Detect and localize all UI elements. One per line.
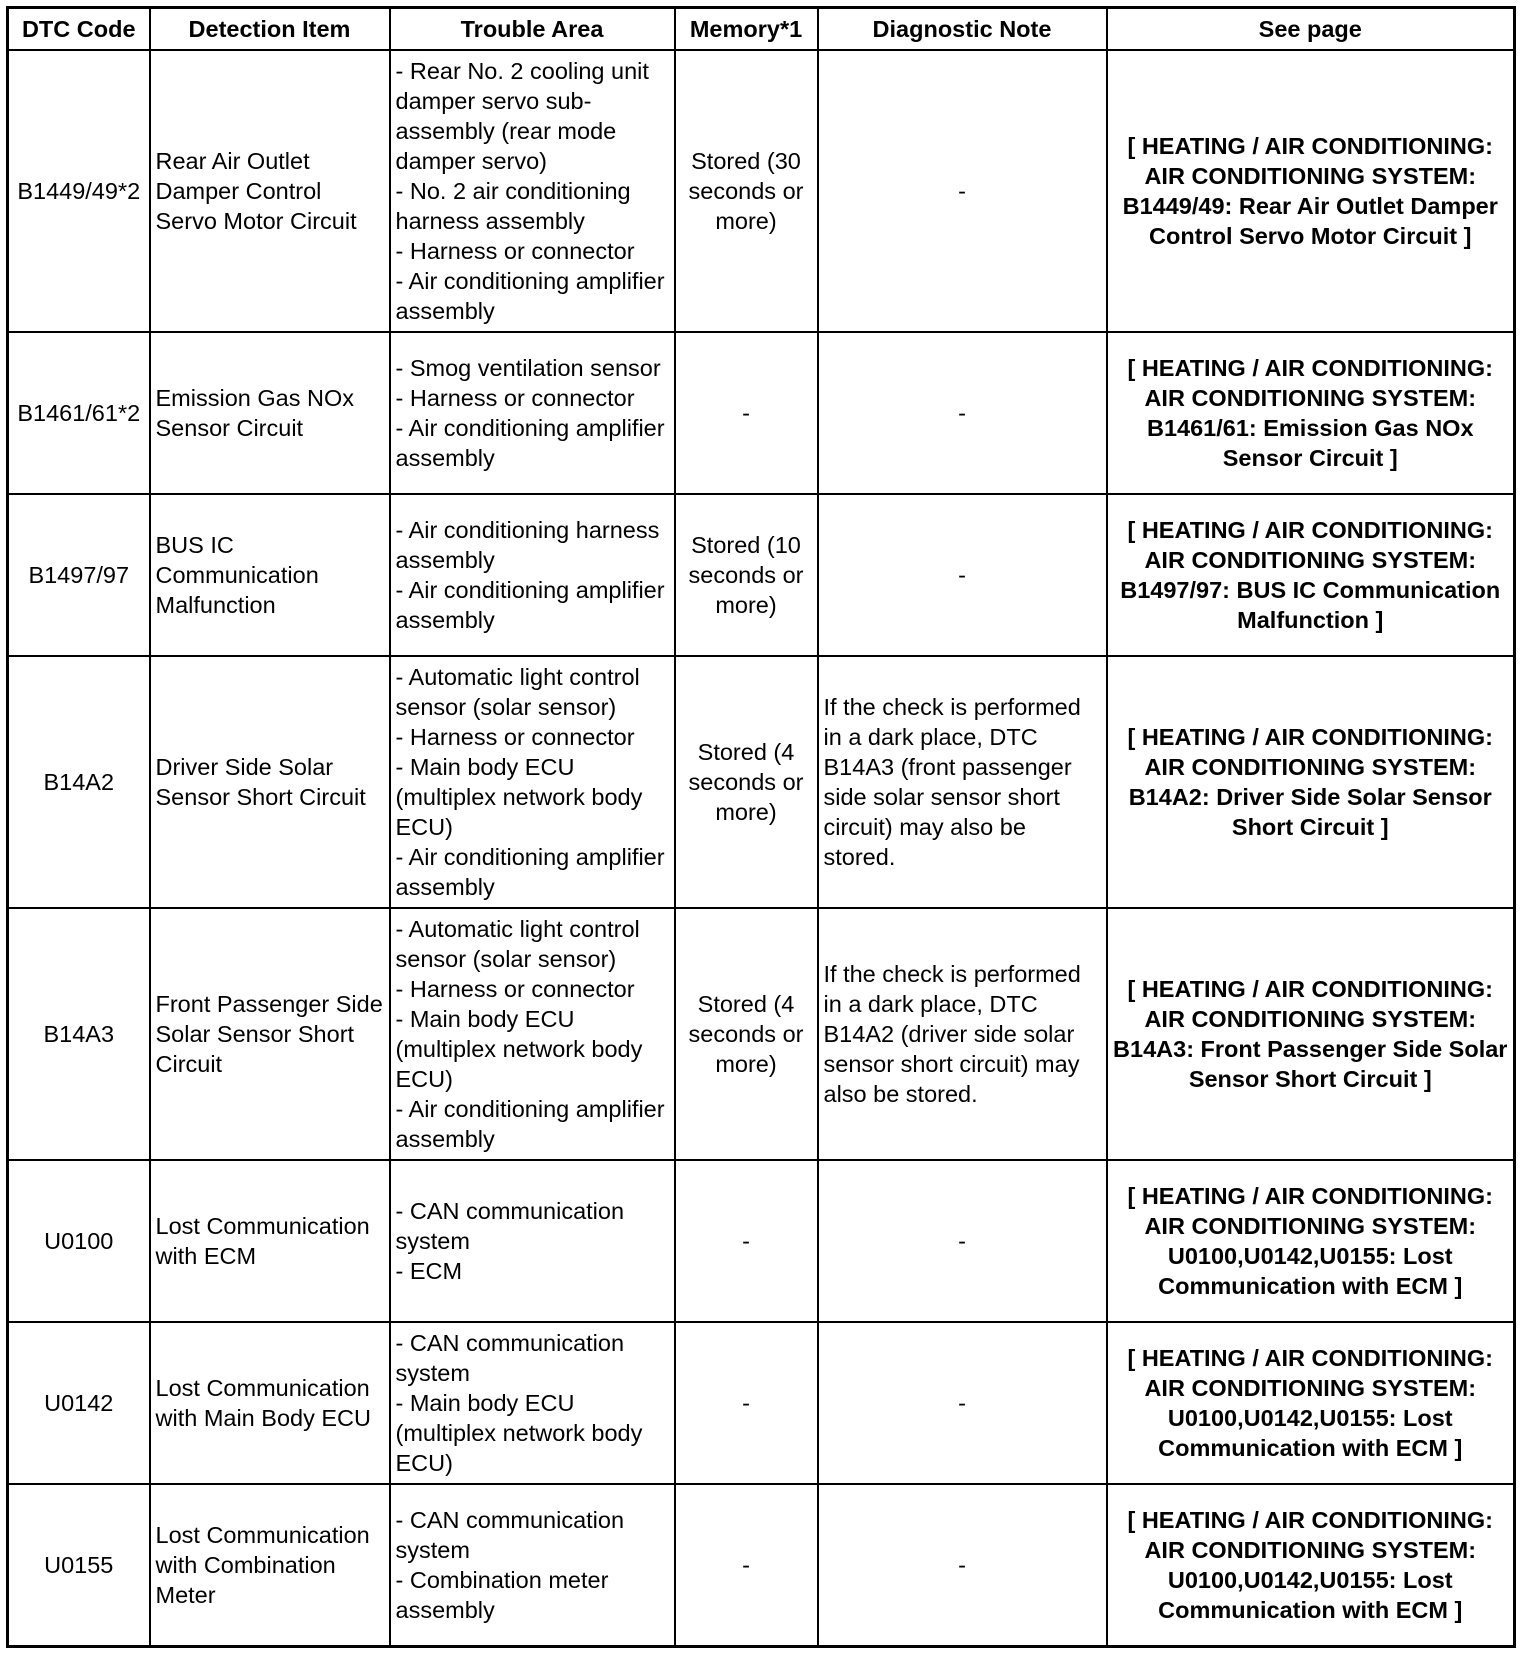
dtc-code: U0100 bbox=[8, 1160, 150, 1322]
diagnostic-note: If the check is performed in a dark place, DTC B14A3 (front passenger side solar sensor short circuit) may also be stored. bbox=[818, 656, 1107, 908]
memory-status: Stored (4 seconds or more) bbox=[675, 656, 818, 908]
trouble-area-line: - Automatic light control sensor (solar sensor) bbox=[395, 664, 640, 720]
trouble-area-line: - Air conditioning amplifier assembly bbox=[395, 844, 665, 900]
trouble-area bbox=[390, 1160, 675, 1322]
see-page-reference: [ HEATING / AIR CONDITIONING: AIR CONDITIONING SYSTEM: U0100,U0142,U0155: Lost Communication with ECM ] bbox=[1107, 1160, 1515, 1322]
detection-item: Rear Air Outlet Damper Control Servo Motor Circuit bbox=[150, 50, 390, 332]
see-page-reference: [ HEATING / AIR CONDITIONING: AIR CONDITIONING SYSTEM: B14A2: Driver Side Solar Sensor Short Circuit ] bbox=[1107, 656, 1515, 908]
detection-item: Driver Side Solar Sensor Short Circuit bbox=[150, 656, 390, 908]
dtc-code: B1461/61*2 bbox=[8, 332, 150, 494]
diagnostic-note: - bbox=[818, 494, 1107, 656]
trouble-area bbox=[390, 332, 675, 494]
trouble-area-line: - Air conditioning amplifier assembly bbox=[395, 415, 665, 471]
diagnostic-note: If the check is performed in a dark place, DTC B14A2 (driver side solar sensor short circuit) may also be stored. bbox=[818, 908, 1107, 1160]
trouble-area-line: - Rear No. 2 cooling unit damper servo sub-assembly (rear mode damper servo) bbox=[395, 58, 649, 174]
memory-status: - bbox=[675, 1160, 818, 1322]
header-row bbox=[8, 8, 1515, 51]
table-row bbox=[8, 908, 1515, 1160]
trouble-area-line: - Air conditioning amplifier assembly bbox=[395, 268, 665, 324]
trouble-area-line: - Air conditioning amplifier assembly bbox=[395, 1096, 665, 1152]
see-page-reference: [ HEATING / AIR CONDITIONING: AIR CONDITIONING SYSTEM: B14A3: Front Passenger Side Solar Sensor Short Circuit ] bbox=[1107, 908, 1515, 1160]
diagnostic-note: - bbox=[818, 1484, 1107, 1646]
trouble-area-line: - Air conditioning harness assembly bbox=[395, 517, 660, 573]
detection-item: BUS IC Communication Malfunction bbox=[150, 494, 390, 656]
trouble-area-line: - CAN communication system bbox=[395, 1330, 625, 1386]
table-row bbox=[8, 1484, 1515, 1646]
see-page-reference: [ HEATING / AIR CONDITIONING: AIR CONDITIONING SYSTEM: B1497/97: BUS IC Communication Malfunction ] bbox=[1107, 494, 1515, 656]
diagnostic-note: - bbox=[818, 332, 1107, 494]
dtc-code: B14A2 bbox=[8, 656, 150, 908]
header-diagnostic-note: Diagnostic Note bbox=[818, 8, 1107, 51]
trouble-area bbox=[390, 1484, 675, 1646]
see-page-reference: [ HEATING / AIR CONDITIONING: AIR CONDITIONING SYSTEM: B1449/49: Rear Air Outlet Damper Control Servo Motor Circuit ] bbox=[1107, 50, 1515, 332]
trouble-area-line: - Main body ECU (multiplex network body ECU) bbox=[395, 1390, 643, 1476]
table-row bbox=[8, 656, 1515, 908]
dtc-code: B1497/97 bbox=[8, 494, 150, 656]
header-see-page: See page bbox=[1107, 8, 1515, 51]
trouble-area bbox=[390, 656, 675, 908]
trouble-area-line: - Smog ventilation sensor bbox=[395, 355, 661, 381]
header-dtc-code: DTC Code bbox=[8, 8, 150, 51]
diagnostic-note: - bbox=[818, 1322, 1107, 1484]
memory-status: Stored (4 seconds or more) bbox=[675, 908, 818, 1160]
header-detection-item: Detection Item bbox=[150, 8, 390, 51]
trouble-area bbox=[390, 494, 675, 656]
detection-item: Lost Communication with ECM bbox=[150, 1160, 390, 1322]
detection-item: Lost Communication with Combination Meter bbox=[150, 1484, 390, 1646]
see-page-reference: [ HEATING / AIR CONDITIONING: AIR CONDITIONING SYSTEM: U0100,U0142,U0155: Lost Communication with ECM ] bbox=[1107, 1484, 1515, 1646]
trouble-area-line: - CAN communication system bbox=[395, 1506, 625, 1563]
detection-item: Emission Gas NOx Sensor Circuit bbox=[150, 332, 390, 494]
trouble-area-line: - Harness or connector bbox=[395, 724, 635, 750]
memory-status: Stored (30 seconds or more) bbox=[675, 50, 818, 332]
trouble-area-line: - Main body ECU (multiplex network body ECU) bbox=[395, 754, 643, 840]
trouble-area-line: - Automatic light control sensor (solar sensor) bbox=[395, 916, 640, 972]
trouble-area-line: - Air conditioning amplifier assembly bbox=[395, 577, 665, 633]
diagnostic-note: - bbox=[818, 1160, 1107, 1322]
memory-status: - bbox=[675, 332, 818, 494]
memory-status: - bbox=[675, 1484, 818, 1646]
dtc-code: U0155 bbox=[8, 1484, 150, 1646]
trouble-area-line: - Harness or connector bbox=[395, 385, 635, 411]
dtc-code: B1449/49*2 bbox=[8, 50, 150, 332]
table-row bbox=[8, 1322, 1515, 1484]
table-row bbox=[8, 50, 1515, 332]
trouble-area bbox=[390, 50, 675, 332]
header-memory: Memory*1 bbox=[675, 8, 818, 51]
trouble-area-line: - Harness or connector bbox=[395, 238, 635, 264]
see-page-reference: [ HEATING / AIR CONDITIONING: AIR CONDITIONING SYSTEM: U0100,U0142,U0155: Lost Communication with ECM ] bbox=[1107, 1322, 1515, 1484]
detection-item: Front Passenger Side Solar Sensor Short Circuit bbox=[150, 908, 390, 1160]
trouble-area-line: - No. 2 air conditioning harness assembly bbox=[395, 178, 631, 234]
dtc-table bbox=[6, 6, 1516, 1648]
trouble-area-line: - Combination meter assembly bbox=[395, 1566, 609, 1623]
memory-status: Stored (10 seconds or more) bbox=[675, 494, 818, 656]
trouble-area-line: - CAN communication system bbox=[395, 1198, 625, 1254]
trouble-area-line: - ECM bbox=[395, 1258, 463, 1284]
memory-status: - bbox=[675, 1322, 818, 1484]
trouble-area-line: - Harness or connector bbox=[395, 976, 635, 1002]
see-page-reference: [ HEATING / AIR CONDITIONING: AIR CONDITIONING SYSTEM: B1461/61: Emission Gas NOx Sensor Circuit ] bbox=[1107, 332, 1515, 494]
table-row bbox=[8, 1160, 1515, 1322]
diagnostic-note: - bbox=[818, 50, 1107, 332]
trouble-area-line: - Main body ECU (multiplex network body ECU) bbox=[395, 1006, 643, 1092]
table-row bbox=[8, 494, 1515, 656]
trouble-area bbox=[390, 908, 675, 1160]
trouble-area bbox=[390, 1322, 675, 1484]
table-row bbox=[8, 332, 1515, 494]
header-trouble-area: Trouble Area bbox=[390, 8, 675, 51]
dtc-code: U0142 bbox=[8, 1322, 150, 1484]
detection-item: Lost Communication with Main Body ECU bbox=[150, 1322, 390, 1484]
dtc-code: B14A3 bbox=[8, 908, 150, 1160]
